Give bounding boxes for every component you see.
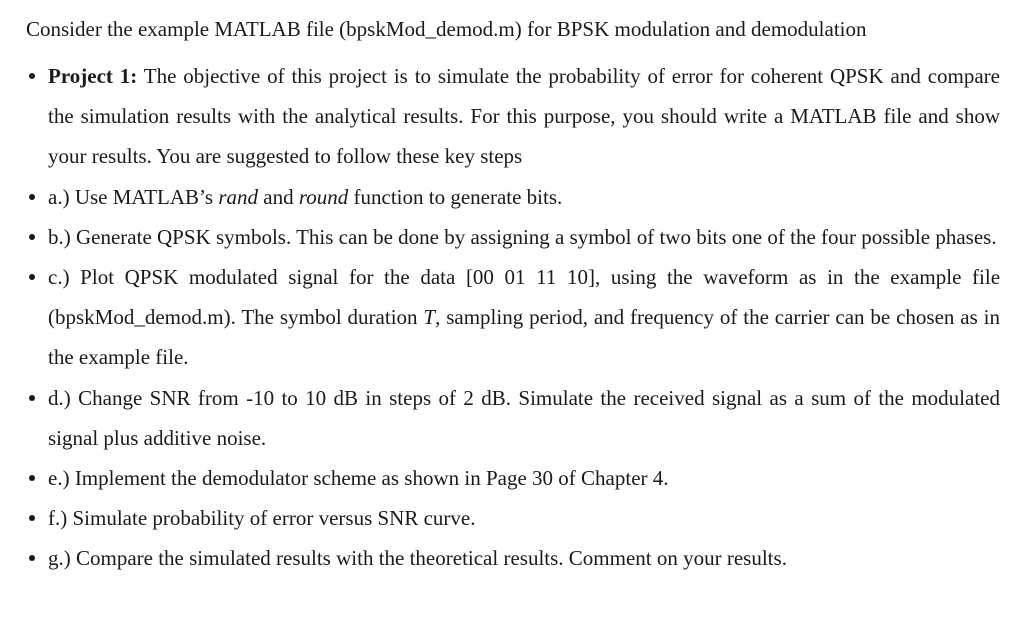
list-item-step-g — [26, 538, 1000, 578]
step-d-text: d.) Change SNR from -10 to 10 dB in steps of 2 dB. Simulate the received signal as a sum of the modulated signal plus additive noise. — [48, 385, 1000, 450]
step-list — [26, 56, 1000, 579]
list-item-step-e — [26, 458, 1000, 498]
list-item-step-c — [26, 257, 1000, 378]
list-item-step-f — [26, 498, 1000, 538]
step-c-prefix: c.) Plot QPSK modulated signal for the data — [48, 265, 456, 290]
step-a-prefix: a.) Use MATLAB’s — [48, 184, 214, 209]
list-item-step-d — [26, 378, 1000, 458]
step-b-text: b.) Generate QPSK symbols. This can be done by assigning a symbol of two bits one of the four possible phases. — [48, 224, 997, 249]
step-a-suffix: function to generate bits. — [353, 184, 563, 209]
step-g-text: g.) Compare the simulated results with the theoretical results. Comment on your results. — [48, 546, 787, 571]
list-item-step-a — [26, 177, 1000, 217]
step-f-text: f.) Simulate probability of error versus SNR curve. — [48, 506, 476, 531]
step-c-suffix: , sampling period, and frequency of the carrier can be chosen as in the example file. — [48, 305, 1000, 370]
step-e-text: e.) Implement the demodulator scheme as shown in Page 30 of Chapter 4. — [48, 466, 669, 491]
step-c-middle: , using the waveform as in the example file (bpskMod_demod.m). The symbol duration — [48, 265, 1001, 330]
project-description: The objective of this project is to simulate the probability of error for coherent QPSK and compare the simulation results with the analytical results. For this purpose, you should write a MATLAB file and show your results. You are suggested to follow these key steps — [48, 64, 1000, 169]
step-a-and: and — [263, 184, 294, 209]
step-a-round: round — [298, 184, 349, 209]
step-a-rand: rand — [218, 184, 259, 209]
list-item-step-b — [26, 217, 1000, 257]
list-item-project-1 — [26, 56, 1000, 177]
step-c-symbol-t: T — [423, 305, 436, 330]
project-label: Project 1: — [48, 64, 138, 88]
intro-text: Consider the example MATLAB file (bpskMod_demod.m) for BPSK modulation and demodulation — [26, 17, 867, 41]
step-c-data: [00 01 11 10] — [465, 265, 595, 290]
